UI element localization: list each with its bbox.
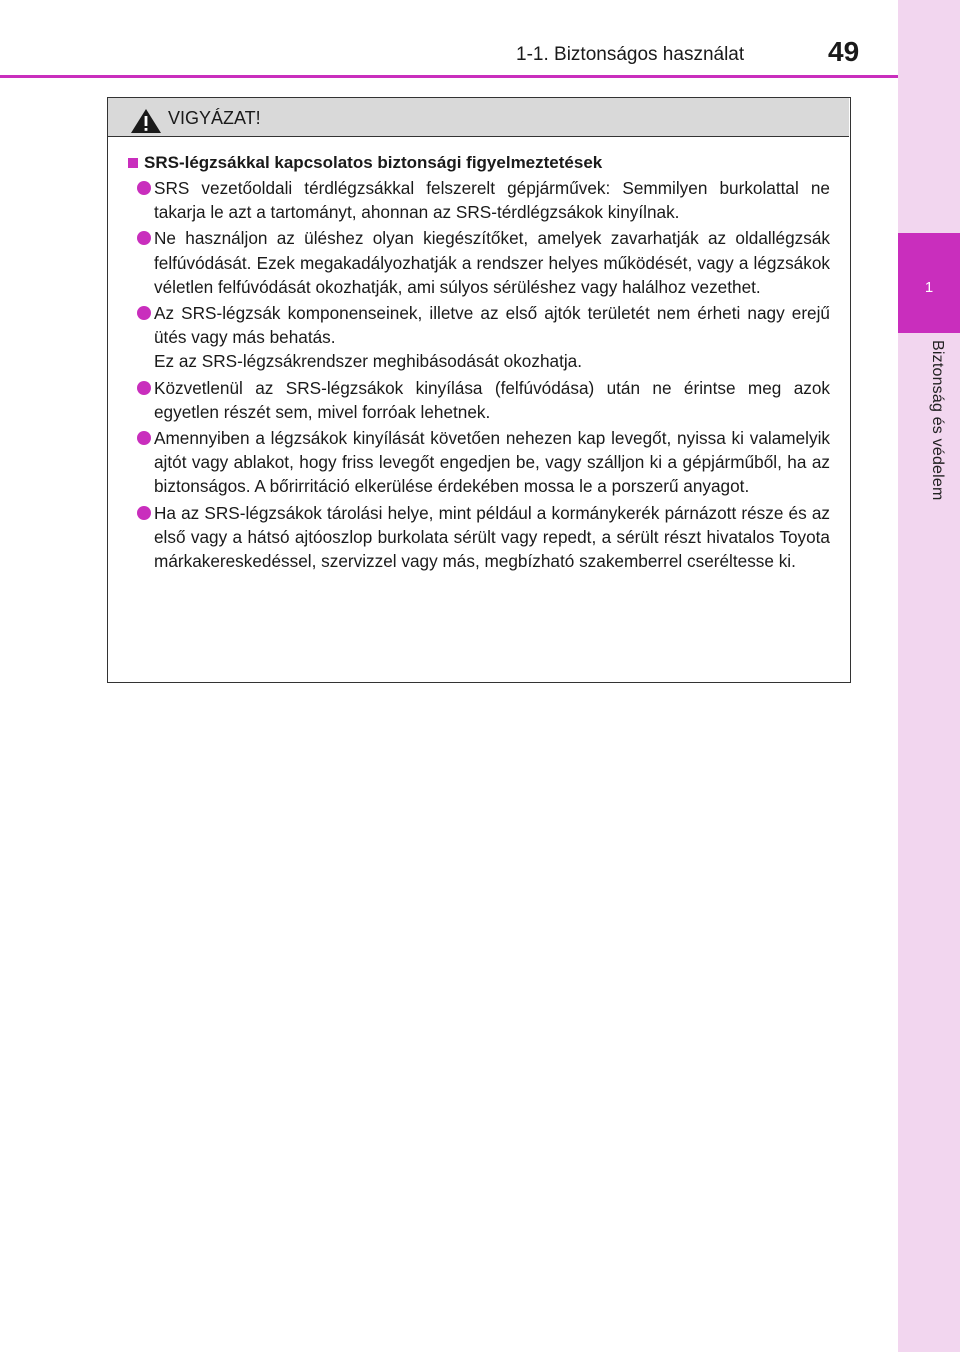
warning-heading-text: SRS-légzsákkal kapcsolatos biztonsági figyelmeztetések [144, 153, 603, 172]
square-bullet-icon [128, 158, 138, 168]
warning-triangle-icon [130, 108, 162, 134]
chapter-number-box [898, 233, 960, 333]
chapter-number: 1 [924, 279, 934, 296]
list-item-text: SRS vezetőoldali térdlégzsákkal felszerelt gépjárművek: Semmilyen burkolattal ne takarja le azt a tartományt, ahonnan az SRS-térdlégzsákok kinyílnak. [154, 178, 830, 223]
list-item [128, 376, 846, 424]
circle-bullet-icon [137, 431, 151, 445]
circle-bullet-icon [137, 181, 151, 195]
page-number: 49 [828, 36, 860, 67]
circle-bullet-icon [137, 306, 151, 320]
chapter-title: Biztonság és védelem [929, 340, 946, 501]
header-rule [0, 75, 898, 78]
list-item [128, 176, 846, 224]
circle-bullet-icon [137, 231, 151, 245]
page-header [0, 0, 898, 78]
section-title: 1-1. Biztonságos használat [516, 44, 745, 65]
warning-box [107, 97, 851, 683]
list-item-text: Ne használjon az üléshez olyan kiegészítőket, amelyek zavarhatják az oldallégzsák felfúvódását. Ezek megakadályozhatják a rendszer helyes működését, vagy a légzsákok véletlen felfúvódását okozhatják, ami súlyos sérüléshez vagy halálhoz vezethet. [154, 228, 830, 297]
list-item [128, 301, 846, 374]
warning-header [108, 98, 849, 137]
list-item-text: Ha az SRS-légzsákok tárolási helye, mint például a kormánykerék párnázott része és az első vagy a hátsó ajtóoszlop burkolata sérült vagy repedt, a sérült részt hivatalos Toyota márkakereskedéssel, szervizzel vagy más, megbízható szakemberrel cseréltesse ki. [154, 502, 830, 572]
list-item [128, 501, 846, 574]
list-item [128, 226, 846, 299]
list-item [128, 426, 846, 499]
circle-bullet-icon [137, 506, 151, 520]
warning-list [128, 176, 846, 573]
warning-heading [128, 152, 846, 174]
list-item-text: Az SRS-légzsák komponenseinek, illetve az első ajtók területét nem érheti nagy erejű ütés vagy más behatás. [154, 303, 830, 348]
chapter-side-tab [898, 0, 960, 1352]
list-item-text: Amennyiben a légzsákok kinyílását követően nehezen kap levegőt, nyissa ki valamelyik ajtót vagy ablakot, hogy friss levegőt engedjen be, vagy szálljon ki a gépjárműből, ha az biztonságos. A bőrirritáció elkerülése érdekében mossa le a porszerű anyagot. [154, 428, 830, 497]
warning-content [128, 152, 846, 575]
warning-label: VIGYÁZAT! [168, 108, 261, 128]
circle-bullet-icon [137, 381, 151, 395]
list-item-subtext: Ez az SRS-légzsákrendszer meghibásodását okozhatja. [154, 351, 583, 372]
list-item-text: Közvetlenül az SRS-légzsákok kinyílása (felfúvódása) után ne érintse meg azok egyetlen részét sem, mivel forróak lehetnek. [154, 377, 830, 422]
